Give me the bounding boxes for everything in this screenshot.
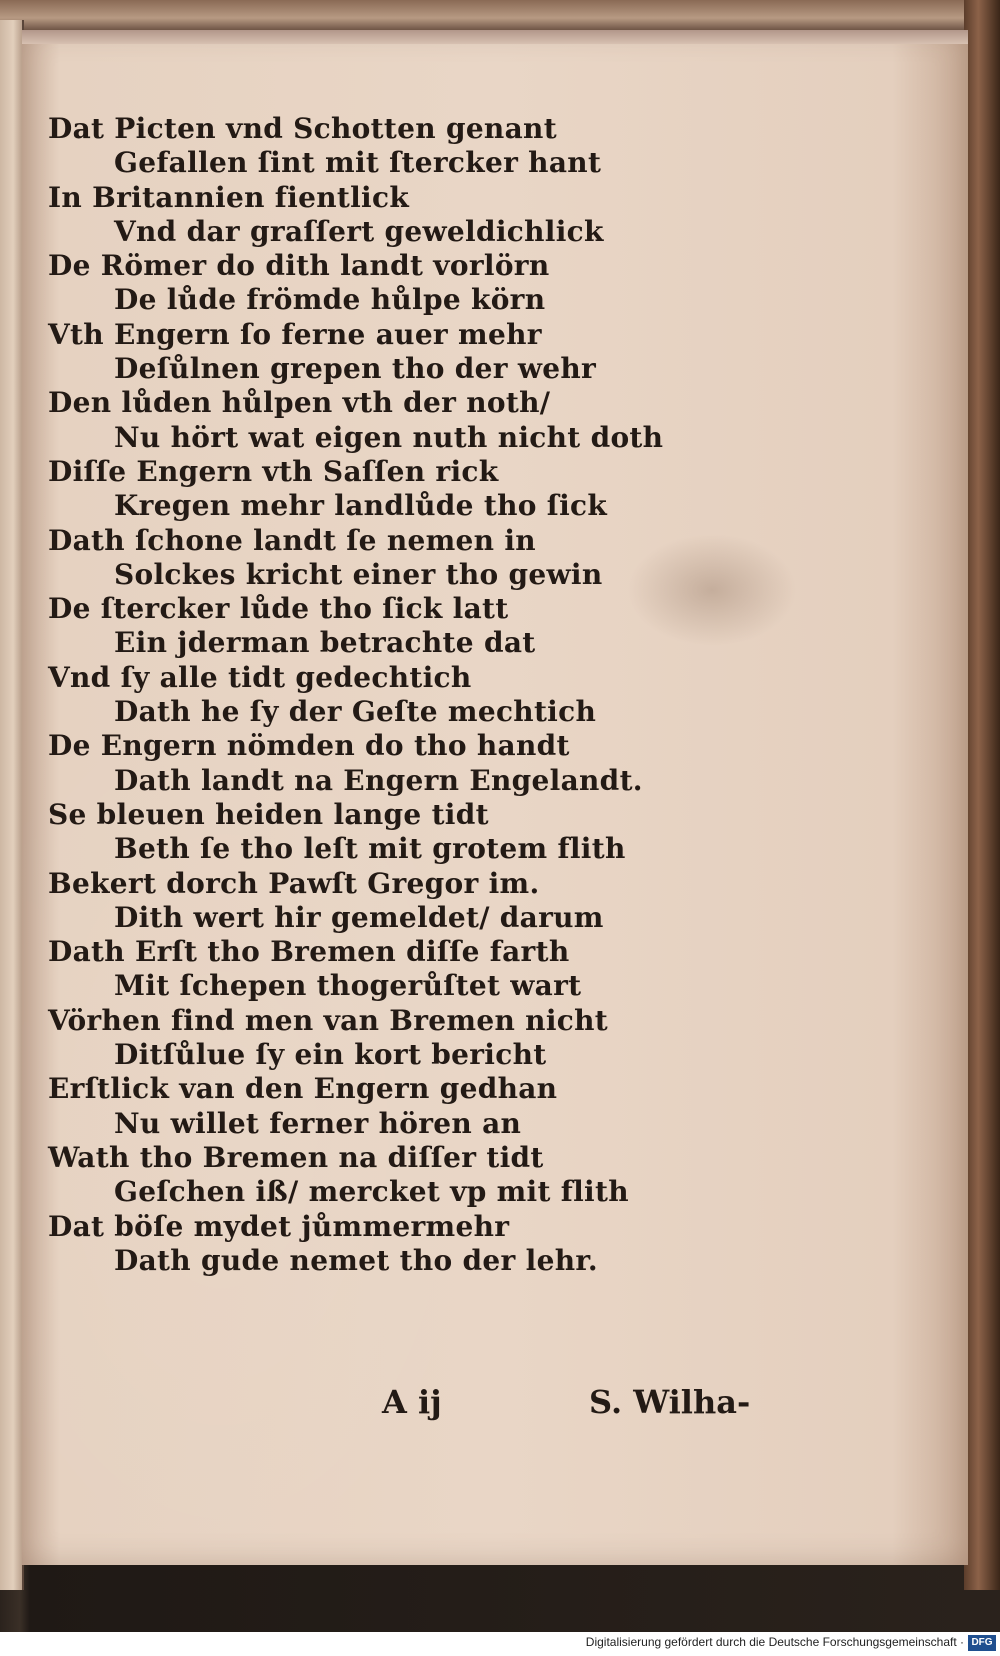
page-footer: [22, 1383, 968, 1427]
verse-line: De Engern nömden do tho handt: [48, 729, 570, 763]
credit-bar: [0, 1632, 1000, 1656]
signature-mark: A ij: [382, 1383, 442, 1421]
verse-line: Den lůden hůlpen vth der noth/: [48, 386, 551, 420]
verse-line: Geſchen iß/ mercket vp mit flith: [114, 1175, 629, 1209]
verse-line: Diſſe Engern vth Saſſen rick: [48, 454, 499, 488]
verse-line: Beth ſe tho leſt mit grotem flith: [114, 832, 626, 866]
book-binding-top: [0, 0, 1000, 30]
verse-line: Dath he ſy der Geſte mechtich: [114, 695, 597, 729]
verse-line: Dith wert hir gemeldet/ darum: [114, 900, 604, 934]
verse-line: Dath Erſt tho Bremen diſſe farth: [48, 935, 570, 969]
verse-line: Dat Picten vnd Schotten genant: [48, 112, 557, 145]
catchword: S. Wilha-: [589, 1383, 751, 1421]
verse-line: Mit ſchepen thogerůſtet wart: [114, 969, 582, 1003]
verse-line: Dat böſe mydet jůmmermehr: [48, 1209, 510, 1243]
book-page: [22, 30, 968, 1565]
verse-line: Erſtlick van den Engern gedhan: [48, 1072, 558, 1106]
verse-line: Nu willet ferner hören an: [114, 1106, 522, 1140]
verse-line: Vnd ſy alle tidt gedechtich: [48, 660, 472, 694]
verse-line: Dath ſchone landt ſe nemen in: [48, 523, 536, 557]
verse-line: Vth Engern ſo ferne auer mehr: [48, 317, 542, 351]
verse-line: Solckes kricht einer tho gewin: [114, 557, 603, 591]
verse-line: Dath gude nemet tho der lehr.: [114, 1243, 598, 1277]
verse-line: In Britannien fientlick: [48, 180, 410, 214]
credit-text: Digitalisierung gefördert durch die Deutsche Forschungsgemeinschaft ·: [585, 1635, 964, 1649]
page-top-edge: [22, 30, 968, 44]
verse-line: Ditſůlue ſy ein kort bericht: [114, 1038, 547, 1072]
facing-page-edge: [0, 20, 24, 1590]
verse-line: Kregen mehr landlůde tho ſick: [114, 489, 608, 523]
verse-line: De lůde frömde hůlpe körn: [114, 283, 546, 317]
verse-line: Gefallen ſint mit ſtercker hant: [114, 146, 602, 180]
verse-line: Vnd dar graſſert geweldichlick: [114, 214, 604, 248]
verse-line: De ſtercker lůde tho ſick latt: [48, 592, 509, 626]
verse-line: Nu hört wat eigen nuth nicht doth: [114, 420, 664, 454]
verse-line: Bekert dorch Pawſt Gregor im.: [48, 866, 540, 900]
dfg-logo: DFG: [968, 1635, 996, 1651]
verse-line: Dath landt na Engern Engelandt.: [114, 763, 643, 797]
verse-line: Wath tho Bremen na diſſer tidt: [48, 1140, 544, 1174]
verse-line: Ein jderman betrachte dat: [114, 626, 536, 660]
verse-line: Vörhen find men van Bremen nicht: [48, 1003, 609, 1037]
book-cover-edge: [964, 0, 1000, 1590]
verse-line: Se bleuen heiden lange tidt: [48, 797, 489, 831]
verse-text-block: [48, 112, 928, 1278]
verse-line: De Römer do dith landt vorlörn: [48, 249, 550, 283]
verse-line: Deſůlnen grepen tho der wehr: [114, 352, 597, 386]
